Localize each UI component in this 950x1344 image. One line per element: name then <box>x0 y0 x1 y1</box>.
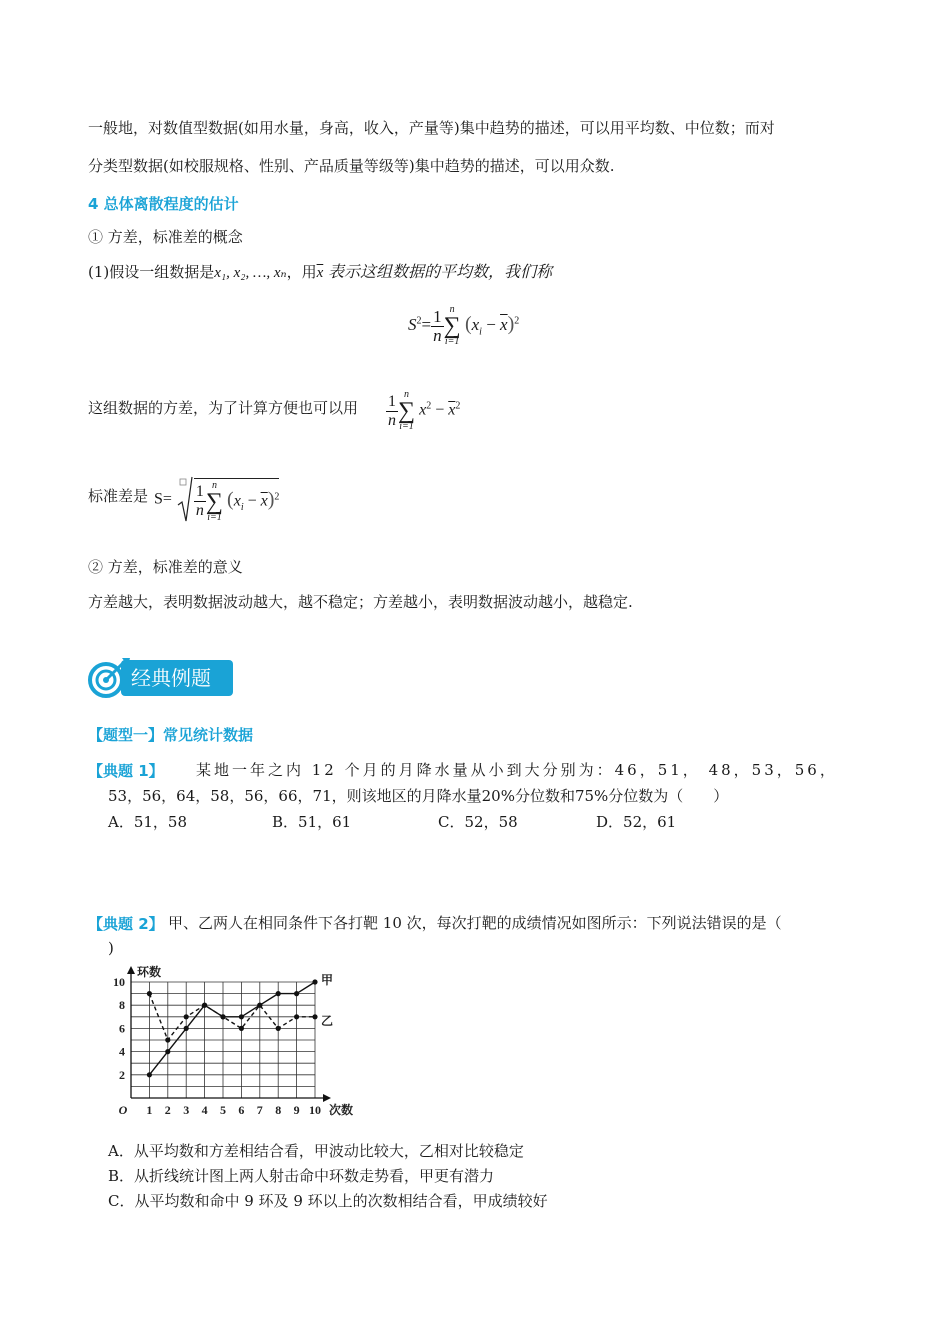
data-point <box>312 1014 317 1019</box>
ex2-option-b[interactable]: B．从折线统计图上两人射击命中环数走势看，甲更有潜力 <box>108 1167 495 1185</box>
definition-prefix: (1)假设一组数据是 <box>88 263 215 281</box>
intro-line-2: 分类型数据(如校服规格、性别、产品质量等级等)集中趋势的描述，可以用众数. <box>88 157 615 175</box>
radical-icon <box>176 475 194 525</box>
y-tick-label: 10 <box>113 975 125 989</box>
definition-tail: 表示这组数据的平均数，我们称 <box>328 264 553 281</box>
ex2-tag: 【典题 2】 <box>88 915 164 933</box>
ex1-option-d[interactable]: D．52，61 <box>596 813 677 831</box>
data-point <box>276 991 281 996</box>
origin-label: O <box>118 1103 128 1117</box>
variance-text: 这组数据的方差，为了计算方便也可以用 <box>88 399 359 417</box>
data-point <box>239 1026 244 1031</box>
x-tick-label: 1 <box>146 1103 153 1117</box>
x-tick-label: 6 <box>238 1103 245 1117</box>
data-point <box>294 991 299 996</box>
x-tick-label: 8 <box>275 1103 282 1117</box>
data-point <box>312 979 317 984</box>
y-tick-label: 4 <box>119 1044 125 1059</box>
x-axis-arrow-icon <box>323 1094 331 1102</box>
data-point <box>239 1014 244 1019</box>
x-tick-label: 5 <box>220 1103 226 1117</box>
data-point <box>184 1014 189 1019</box>
std-lhs: S= <box>154 490 172 508</box>
concept-subheading: ① 方差，标准差的概念 <box>88 228 243 246</box>
ex2-line-1: 甲、乙两人在相同条件下各打靶 10 次，每次打靶的成绩情况如图所示：下列说法错误的是（ <box>168 914 782 932</box>
x-tick-label: 3 <box>183 1103 190 1117</box>
series-label: 乙 <box>321 1013 334 1028</box>
intro-line-1: 一般地，对数值型数据(如用水量，身高，收入，产量等)集中趋势的描述，可以用平均数、中位数；而对 <box>88 119 775 137</box>
data-point <box>257 1003 262 1008</box>
data-variables: x₁, x₂, …, xₙ <box>214 265 287 281</box>
ex2-line-2: ) <box>108 939 114 957</box>
std-text: 标准差是 <box>88 487 149 505</box>
data-point <box>184 1026 189 1031</box>
y-axis-arrow-icon <box>127 966 135 974</box>
x-tick-label: 4 <box>201 1103 208 1117</box>
ex1-line-2: 53，56，64，58，56，66，71，则该地区的月降水量20%分位数和75%分位数为（ ） <box>108 787 729 805</box>
x-tick-label: 10 <box>309 1103 321 1117</box>
type1-heading: 【题型一】常见统计数据 <box>88 726 254 744</box>
x-axis-label: 次数 <box>329 1103 354 1117</box>
ex2-option-a[interactable]: A．从平均数和方差相结合看，甲波动比较大，乙相对比较稳定 <box>108 1142 524 1160</box>
definition-mid: ，用 <box>286 263 317 281</box>
x-tick-label: 2 <box>164 1103 171 1117</box>
mean-symbol: $\overline{x}$ <box>316 265 324 281</box>
y-tick-label: 6 <box>119 1021 125 1036</box>
data-point <box>276 1026 281 1031</box>
std-formula: S= $\frac{1}{n}$ n ∑ i=1 $(x_i - \overline{x})^2$ <box>154 475 279 525</box>
ex2-option-c[interactable]: C．从平均数和命中 9 环及 9 环以上的次数相结合看，甲成绩较好 <box>108 1192 548 1210</box>
x-tick-label: 7 <box>256 1103 263 1117</box>
y-tick-label: 2 <box>119 1067 125 1082</box>
data-point <box>294 1014 299 1019</box>
series-label: 甲 <box>321 973 334 987</box>
data-point <box>202 1003 207 1008</box>
data-point <box>147 991 152 996</box>
y-tick-label: 8 <box>119 998 125 1013</box>
data-point <box>165 1049 170 1054</box>
y-axis-label: 环数 <box>137 965 162 979</box>
ex1-option-a[interactable]: A．51，58 <box>108 813 188 831</box>
definition-line <box>88 262 552 283</box>
section-heading: 4 总体离散程度的估计 <box>88 195 239 213</box>
ex1-line-1: 某地一年之内 12 个月的月降水量从小到大分别为：46，51， 48，53，56， <box>196 761 838 779</box>
banner-title: 经典例题 <box>121 660 233 696</box>
ex1-tag: 【典题 1】 <box>88 762 164 780</box>
data-point <box>165 1037 170 1042</box>
formula-lhs: S <box>408 314 417 334</box>
meaning-subheading: ② 方差，标准差的意义 <box>88 558 243 576</box>
ex1-option-b[interactable]: B．51，61 <box>272 813 352 831</box>
variance-alt-formula: $\frac{1}{n}$ n ∑ i=1 $x^2 - \overline{x}^2$ <box>388 389 461 432</box>
x-tick-label: 9 <box>293 1103 300 1117</box>
data-point <box>147 1072 152 1077</box>
variance-formula: $S^2=$ $\frac{1}{n}$ n ∑ i=1 $(x_i - \overline{x})^2$ <box>408 304 520 347</box>
ex1-option-c[interactable]: C．52，58 <box>438 813 518 831</box>
meaning-text: 方差越大，表明数据波动越大，越不稳定；方差越小，表明数据波动越小，越稳定. <box>88 593 633 611</box>
data-point <box>220 1014 225 1019</box>
shooting-line-chart <box>104 962 374 1124</box>
